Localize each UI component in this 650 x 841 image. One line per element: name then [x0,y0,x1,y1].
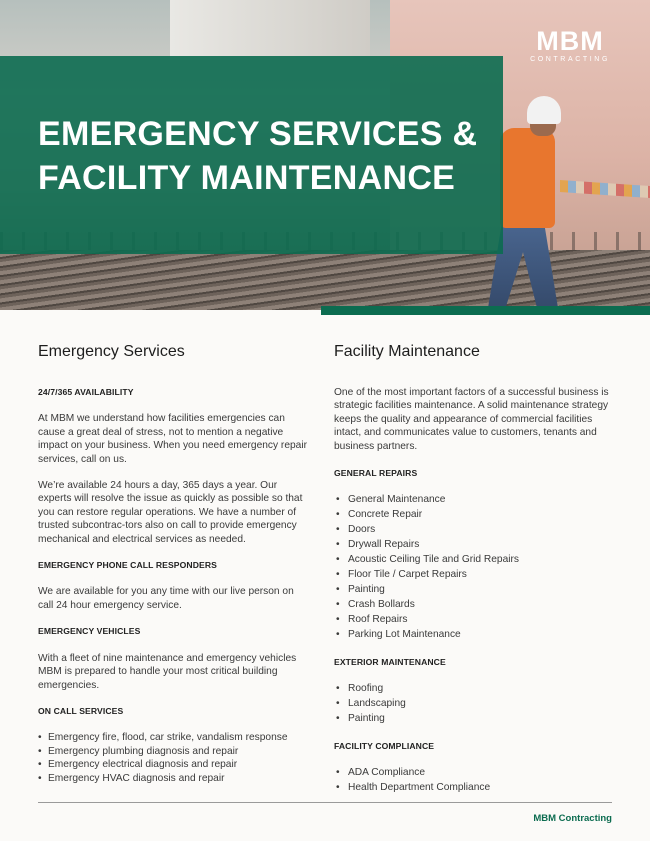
phone-responders-paragraph: We are available for you any time with our live person on call 24 hour emergency service. [38,586,294,611]
exterior-maintenance-title: EXTERIOR MAINTENANCE [334,656,446,667]
availability-paragraph-1: At MBM we understand how facilities emergencies can cause a great deal of stress, not to mention a negative impact on your business. When you need emergency repair services, call on us. [38,413,307,465]
facility-maintenance-column [334,342,616,809]
hero-photo-building [170,0,370,60]
list-item: • Emergency fire, flood, car strike, vandalism response [38,731,310,744]
list-item: • Painting [334,712,616,727]
vehicles-paragraph: With a fleet of nine maintenance and emergency vehicles MBM is prepared to handle your most critical building emergencies. [38,652,297,691]
hero-photo-hardhat [527,96,561,124]
list-item: • ADA Compliance [334,766,616,781]
footer-company-name: MBM Contracting [533,813,612,824]
list-item: • Crash Bollards [334,598,616,613]
general-repairs-list [334,493,616,642]
list-item: • Roofing [334,682,616,697]
accent-stripe [321,306,650,315]
list-item: • Concrete Repair [334,508,616,523]
logo-mark: MBM [536,26,604,56]
logo-subtitle: CONTRACTING [530,56,610,63]
emergency-services-column [38,342,310,798]
list-item: • Landscaping [334,697,616,712]
availability-title: 24/7/365 AVAILABILITY [38,387,134,397]
list-item: • Emergency plumbing diagnosis and repair [38,745,310,758]
on-call-list [38,731,310,785]
availability-paragraph-2: We’re available 24 hours a day, 365 days a year. Our experts will resolve the issue as quickly as possible so that you can restore regular operations. We have a number of trusted subcontrac-tors also on call to provide emergency mechanical and electrical services as needed. [38,480,303,545]
list-item: • Roof Repairs [334,613,616,628]
hero-banner [0,0,650,310]
facility-compliance-list [334,766,616,796]
facility-compliance-title: FACILITY COMPLIANCE [334,740,435,751]
phone-responders-title: EMERGENCY PHONE CALL RESPONDERS [38,560,217,571]
list-item: • Drywall Repairs [334,538,616,553]
facility-intro: One of the most important factors of a successful business is strategic facilities maintenance. A solid maintenance strategy keeps the quality and appearance of commercial facilities intact, and communicates value to customers, tenants and business partners. [334,387,609,452]
list-item: • Floor Tile / Carpet Repairs [334,568,616,583]
vehicles-title: EMERGENCY VEHICLES [38,626,141,637]
mbm-logo [530,28,610,63]
list-item: • Painting [334,583,616,598]
list-item: • Emergency electrical diagnosis and repair [38,758,310,771]
exterior-maintenance-list [334,682,616,727]
list-item: • Emergency HVAC diagnosis and repair [38,772,310,785]
list-item: • Health Department Compliance [334,781,616,796]
on-call-title: ON CALL SERVICES [38,705,124,716]
list-item: • Doors [334,523,616,538]
footer-divider [38,802,612,803]
hero-photo-worker [500,128,555,228]
emergency-services-heading: Emergency Services [38,343,185,360]
page-title: EMERGENCY SERVICES & FACILITY MAINTENANCE [38,115,478,197]
facility-maintenance-heading: Facility Maintenance [334,343,480,360]
list-item: • Acoustic Ceiling Tile and Grid Repairs [334,553,616,568]
list-item: • General Maintenance [334,493,616,508]
general-repairs-title: GENERAL REPAIRS [334,468,418,479]
list-item: • Parking Lot Maintenance [334,628,616,643]
